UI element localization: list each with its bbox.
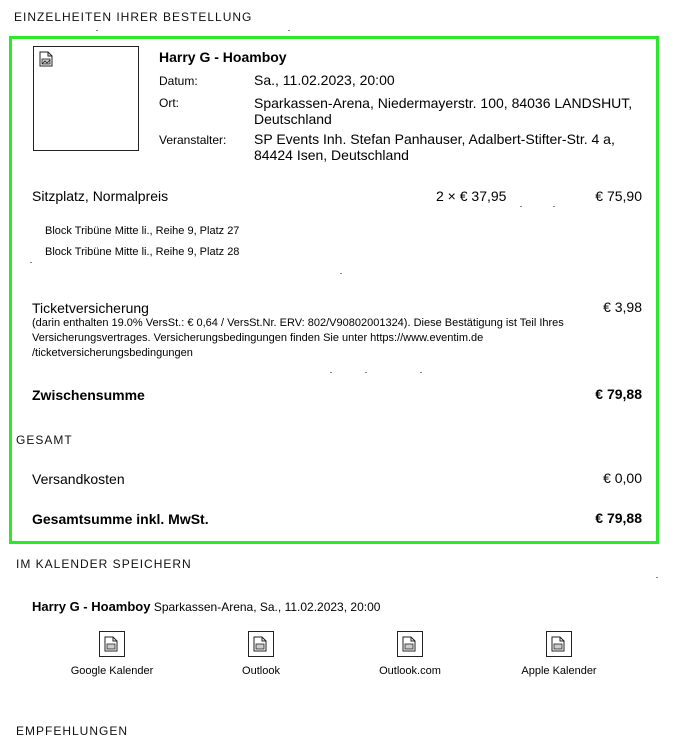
scan-speck (330, 372, 332, 373)
broken-image-icon (546, 631, 572, 657)
google-calendar-label: Google Kalender (70, 665, 154, 677)
scan-speck (520, 206, 522, 207)
grand-total-price: € 79,88 (595, 510, 642, 526)
recommendations-heading: EMPFEHLUNGEN (16, 724, 129, 738)
subtotal-price: € 79,88 (595, 386, 642, 402)
ort-label: Ort: (159, 96, 179, 110)
total-section-heading: GESAMT (16, 433, 73, 447)
datum-label: Datum: (159, 74, 198, 88)
seat-detail: Block Tribüne Mitte li., Reihe 9, Platz 28 (45, 246, 240, 258)
ort-value: Sparkassen-Arena, Niedermayerstr. 100, 84036 LANDSHUT, Deutschland (254, 95, 633, 127)
broken-image-icon (248, 631, 274, 657)
seat-type-label: Sitzplatz, Normalpreis (32, 188, 169, 204)
datum-value: Sa., 11.02.2023, 20:00 (254, 72, 395, 88)
seat-quantity-price: 2 × € 37,95 (436, 188, 507, 204)
broken-image-icon (99, 631, 125, 657)
insurance-note: (darin enthalten 19.0% VersSt.: € 0,64 / VersSt.Nr. ERV: 802/V90802001324). Diese Bestätigung ist Teil Ihres Versicherungsvertrages. Versicherungsbedingungen finden Sie unter https://www.eventim.de /ticketversicherungsbedingungen (32, 317, 564, 359)
scan-speck (656, 577, 658, 578)
order-details-heading: EINZELHEITEN IHRER BESTELLUNG (14, 10, 253, 24)
insurance-label: Ticketversicherung (32, 300, 149, 316)
outlook-calendar-label: Outlook (242, 665, 280, 677)
apple-calendar-link[interactable] (509, 631, 609, 677)
insurance-price: € 3,98 (603, 299, 642, 315)
calendar-event-summary (32, 599, 380, 614)
outlook-com-calendar-label: Outlook.com (379, 665, 441, 677)
scan-speck (553, 206, 555, 207)
calendar-section-heading: IM KALENDER SPEICHERN (16, 557, 192, 571)
scan-speck (420, 372, 422, 373)
apple-calendar-label: Apple Kalender (521, 665, 597, 677)
scan-speck (365, 372, 367, 373)
broken-image-icon (397, 631, 423, 657)
shipping-label: Versandkosten (32, 471, 125, 487)
calendar-event-details: Sparkassen-Arena, Sa., 11.02.2023, 20:00 (153, 600, 381, 614)
outlook-com-calendar-link[interactable] (360, 631, 460, 677)
scan-speck (288, 30, 290, 31)
event-image-placeholder (33, 46, 139, 151)
outlook-calendar-link[interactable] (211, 631, 311, 677)
veranstalter-label: Veranstalter: (159, 133, 227, 147)
broken-image-icon (39, 51, 53, 72)
shipping-price: € 0,00 (603, 470, 642, 486)
subtotal-label: Zwischensumme (32, 387, 145, 403)
calendar-event-title: Harry G - Hoamboy (32, 599, 151, 614)
scan-speck (340, 273, 342, 274)
scan-speck (96, 30, 98, 31)
scan-speck (30, 262, 32, 263)
veranstalter-value: SP Events Inh. Stefan Panhauser, Adalbert-Stifter-Str. 4 a, 84424 Isen, Deutschland (254, 131, 615, 163)
event-title: Harry G - Hoamboy (159, 49, 287, 65)
grand-total-label: Gesamtsumme inkl. MwSt. (32, 511, 209, 527)
seat-total-price: € 75,90 (595, 188, 642, 204)
seat-detail: Block Tribüne Mitte li., Reihe 9, Platz 27 (45, 225, 240, 237)
google-calendar-link[interactable] (62, 631, 162, 677)
